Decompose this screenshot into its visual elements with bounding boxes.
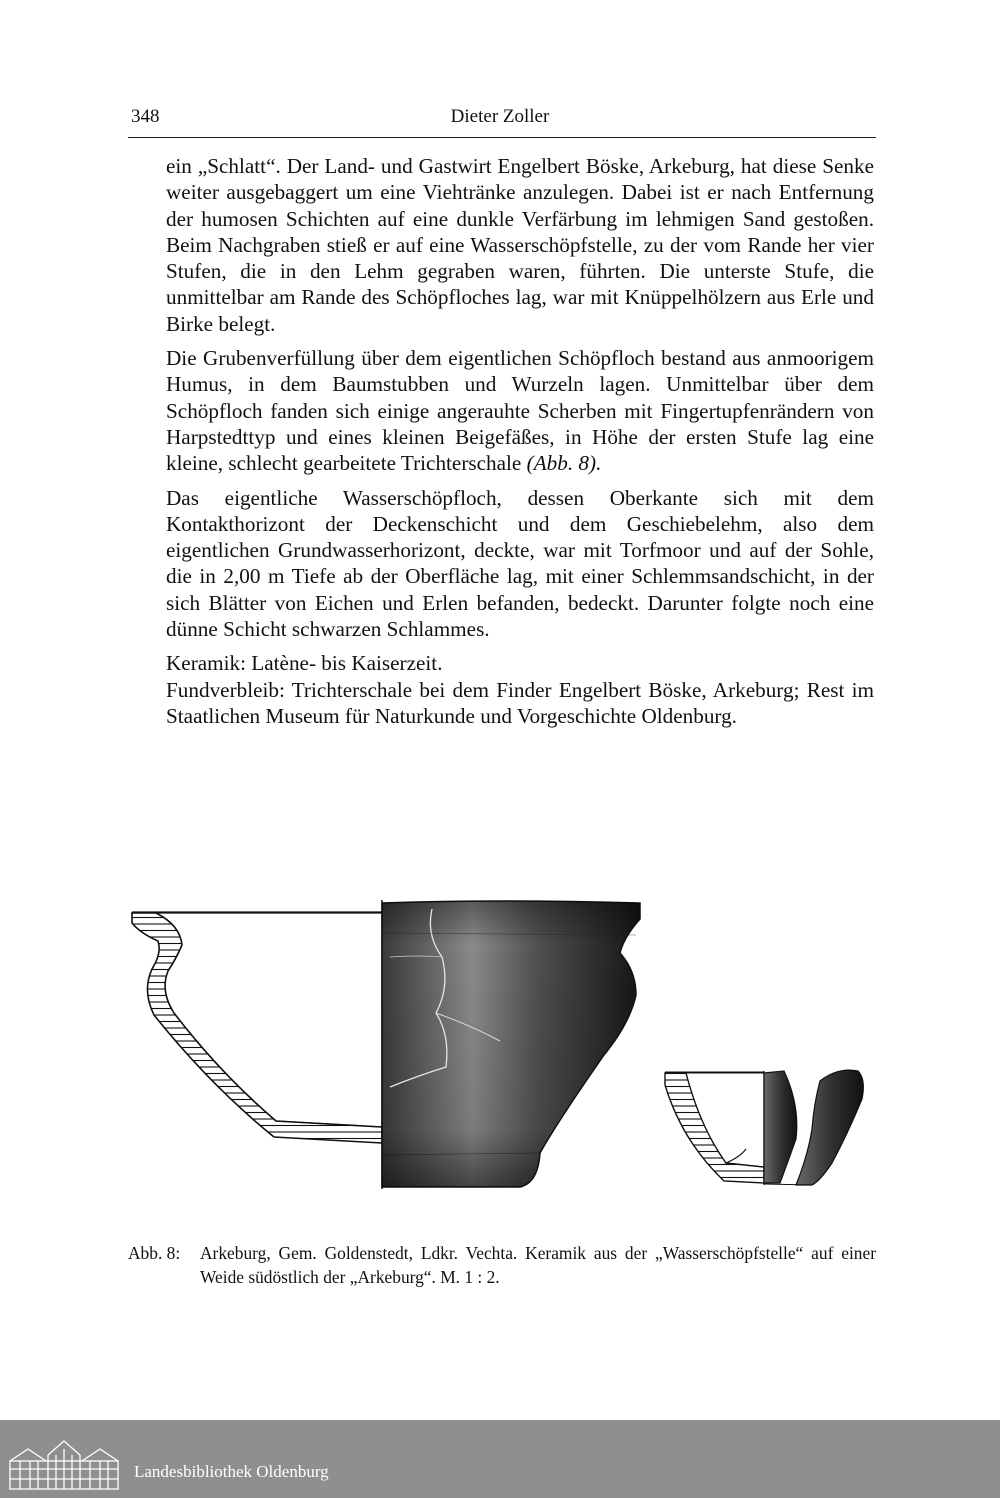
vessel-small-section [665,1073,764,1183]
paragraph [166,345,874,476]
footer-bar [0,1420,1000,1498]
body-text [166,153,874,737]
vessel-large-section [132,913,382,1143]
paragraph-text: Die Grubenverfüllung über dem eigentlichen Schöpfloch bestand aus anmoorigem Humus, in dem Baumstubben und Wurzeln lagen. Unmittelbar über dem Schöpfloch fanden sich einige angerauhte Scherben mit Fingertupfenrändern von Harpstedttyp und eines kleinen Beigefäßes, in Höhe der ersten Stufe lag eine kleine, schlecht gearbeitete Trichterschale [166,346,874,476]
vessel-small-fragment [796,1070,863,1185]
paragraph: Das eigentliche Wasserschöpfloch, dessen Oberkante sich mit dem Kontakthorizont der Deckenschicht und dem Geschiebelehm, also dem eigentlichen Grundwasserhorizont, deckte, war mit Torfmoor und auf der Sohle, die in 2,00 m Tiefe ab der Oberfläche lag, mit einer Schlemmsandschicht, in der sich Blätter von Eichen und Erlen befanden, bedeckt. Darunter folgte noch eine dünne Schicht schwarzen Schlammes. [166,485,874,642]
vessel-small [665,1070,863,1185]
figure-reference: (Abb. 8). [526,451,602,476]
pottery-figure [120,895,880,1195]
running-head-author: Dieter Zoller [450,106,550,127]
caption-label: Abb. 8: [128,1243,181,1263]
caption-text: Arkeburg, Gem. Goldenstedt, Ldkr. Vechta. Keramik aus der „Wasserschöpfstelle“ auf einer Weide südöstlich der „Arkeburg“. M. 1 : 2. [200,1243,876,1287]
header-rule [128,137,876,138]
page-number: 348 [131,106,160,127]
keramik-note: Keramik: Latène- bis Kaiserzeit. [166,651,443,676]
library-name: Landesbibliothek Oldenburg [134,1462,329,1481]
library-building-icon [8,1439,120,1491]
vessel-large-interior [156,913,382,1127]
vessel-large [132,900,640,1189]
fundverbleib-note: Fundverbleib: Trichterschale bei dem Finder Engelbert Böske, Arkeburg; Rest im Staatlichen Museum für Naturkunde und Vorgeschichte Oldenburg. [166,677,874,728]
vessel-small-fragment [764,1071,797,1183]
paragraph: ein „Schlatt“. Der Land- und Gastwirt Engelbert Böske, Arkeburg, hat diese Senke weiter ausgebaggert um eine Viehtränke anzulegen. Dabei ist er nach Entfernung der humosen Schichten auf eine dunkle Verfärbung im lehmigen Sand gestoßen. Beim Nachgraben stieß er auf eine Wasserschöpfstelle, zu der vom Rande her vier Stufen, die in den Lehm gegraben waren, führten. Die unterste Stufe, die unmittelbar am Rande des Schöpfloches lag, war mit Knüppelhölzern aus Erle und Birke belegt. [166,154,874,336]
